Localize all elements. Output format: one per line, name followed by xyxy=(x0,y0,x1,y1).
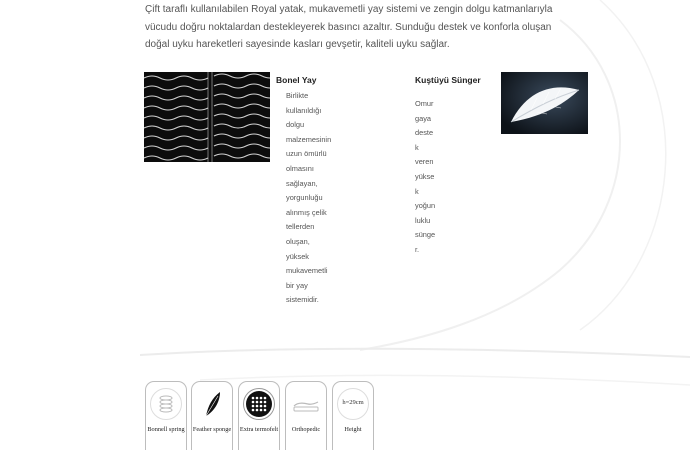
feature-height xyxy=(332,381,374,450)
bonel-line: alınmış çelik xyxy=(286,207,327,217)
feature-label: Height xyxy=(344,426,362,433)
feature-orthopedic xyxy=(285,381,327,450)
bonel-line: oluşan, xyxy=(286,236,310,246)
bonel-line: yüksek xyxy=(286,251,310,261)
termofelt-icon xyxy=(243,388,275,420)
bonel-yay-title: Bonel Yay xyxy=(276,75,317,85)
feather-image xyxy=(501,72,588,134)
bonel-yay-description xyxy=(286,89,344,308)
bonel-line: dolgu xyxy=(286,120,305,130)
kustuyu-sunger-description xyxy=(415,97,445,258)
feature-feather-sponge xyxy=(191,381,233,450)
bonel-line: mukavemetli xyxy=(286,266,328,276)
bonel-line: Birlikte xyxy=(286,91,309,100)
kus-line: veren xyxy=(415,157,434,167)
bonel-spring-image xyxy=(144,72,270,162)
feather-icon xyxy=(196,388,228,420)
feature-label: Orthopedic xyxy=(291,426,321,433)
height-value: h=29cm xyxy=(342,399,364,406)
bonel-line: yorgunluğu xyxy=(286,193,323,203)
feature-bonnell-spring xyxy=(145,381,187,450)
kus-line: Omur xyxy=(415,99,434,108)
height-icon xyxy=(337,388,369,420)
feature-label: Feather sponge xyxy=(192,426,232,433)
bonel-line: bir yay xyxy=(286,280,308,290)
kus-line: r. xyxy=(415,244,420,254)
bonel-line: malzemesinin xyxy=(286,134,332,144)
orthopedic-icon xyxy=(290,388,322,420)
bonel-line: kullanıldığı xyxy=(286,105,322,115)
kus-line: deste xyxy=(415,128,434,138)
feature-label: Extra termofelt xyxy=(239,426,279,433)
bonel-line: sistemidir. xyxy=(286,295,319,305)
kus-line: gaya xyxy=(415,113,432,123)
intro-paragraph: Çift taraflı kullanılabilen Royal yatak, mukavemetli yay sistemi ve zengin dolgu katmanlarıyla vücudu doğru noktalardan destekleyerek basıncı azaltır. Sunduğu destek ve konforla oluşan doğal uyku hareketleri sayesinde kasları gevşetir, kaliteli uyku sağlar. xyxy=(145,4,553,50)
feature-extra-termofelt xyxy=(238,381,280,450)
bonel-line: sağlayan, xyxy=(286,178,318,188)
bonel-line: uzun ömürlü xyxy=(286,149,327,159)
kus-line: luklu xyxy=(415,215,431,225)
feature-label: Bonnell spring xyxy=(147,426,185,433)
kus-line: yükse xyxy=(415,171,435,181)
kus-line: k xyxy=(415,186,419,196)
kus-line: sünge xyxy=(415,230,436,240)
kustuyu-sunger-title: Kuştüyü Sünger xyxy=(415,75,481,85)
kus-line: yoğun xyxy=(415,201,436,211)
spring-icon xyxy=(150,388,182,420)
bonel-line: olmasını xyxy=(286,163,314,173)
kus-line: k xyxy=(415,142,419,152)
bonel-line: tellerden xyxy=(286,222,315,232)
